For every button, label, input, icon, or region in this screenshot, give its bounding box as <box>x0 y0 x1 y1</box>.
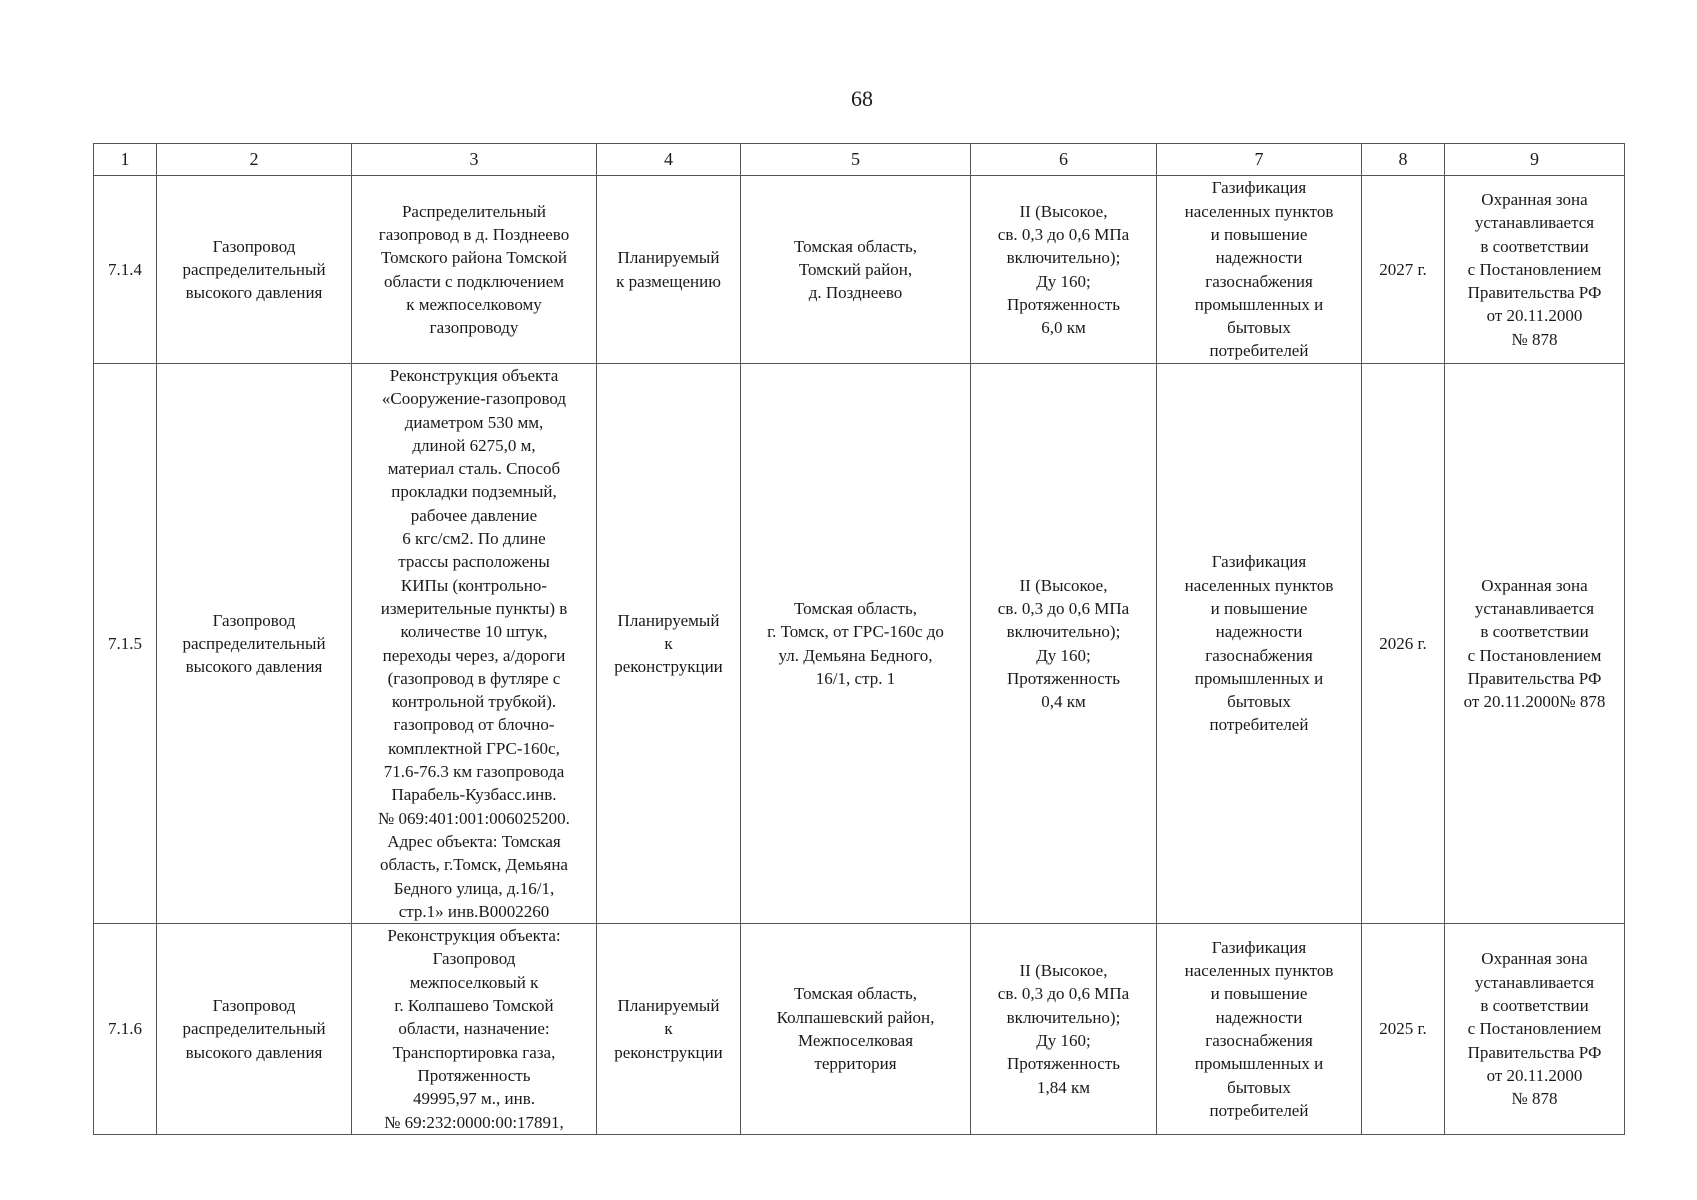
column-number: 9 <box>1445 144 1625 176</box>
column-number-row <box>94 144 1625 176</box>
row-number: 7.1.5 <box>94 364 157 924</box>
protection-zone: Охранная зона устанавливается в соответствии с Постановлением Правительства РФ от 20.11.2000 № 878 <box>1445 176 1625 364</box>
table-row <box>94 176 1625 364</box>
column-number: 5 <box>741 144 971 176</box>
object-parameters: II (Высокое, св. 0,3 до 0,6 МПа включительно); Ду 160; Протяженность 6,0 км <box>971 176 1157 364</box>
object-status: Планируемый к размещению <box>597 176 741 364</box>
row-number: 7.1.4 <box>94 176 157 364</box>
protection-zone: Охранная зона устанавливается в соответствии с Постановлением Правительства РФ от 20.11.2000№ 878 <box>1445 364 1625 924</box>
row-number: 7.1.6 <box>94 924 157 1135</box>
object-type: Газопровод распределительный высокого давления <box>157 924 352 1135</box>
object-name: Реконструкция объекта: Газопровод межпоселковый к г. Колпашево Томской области, назначение: Транспортировка газа, Протяженность 49995,97 м., инв. № 69:232:0000:00:17891, <box>352 924 597 1135</box>
object-type: Газопровод распределительный высокого давления <box>157 364 352 924</box>
column-number: 3 <box>352 144 597 176</box>
object-location: Томская область, г. Томск, от ГРС-160с до ул. Демьяна Бедного, 16/1, стр. 1 <box>741 364 971 924</box>
object-purpose: Газификация населенных пунктов и повышение надежности газоснабжения промышленных и бытовых потребителей <box>1157 176 1362 364</box>
object-type: Газопровод распределительный высокого давления <box>157 176 352 364</box>
table-row <box>94 364 1625 924</box>
object-name: Реконструкция объекта «Сооружение-газопровод диаметром 530 мм, длиной 6275,0 м, материал сталь. Способ прокладки подземный, рабочее давление 6 кгс/см2. По длине трассы расположены КИПы (контрольно- измерительные пункты) в количестве 10 штук, переходы через, а/дороги (газопровод в футляре с контрольной трубкой). газопровод от блочно- комплектной ГРС-160с, 71.6-76.3 км газопровода Парабель-Кузбасс.инв. № 069:401:001:006025200. Адрес объекта: Томская область, г.Томск, Демьяна Бедного улица, д.16/1, стр.1» инв.В0002260 <box>352 364 597 924</box>
object-year: 2026 г. <box>1362 364 1445 924</box>
object-location: Томская область, Томский район, д. Позднеево <box>741 176 971 364</box>
column-number: 8 <box>1362 144 1445 176</box>
object-name: Распределительный газопровод в д. Позднеево Томского района Томской области с подключением к межпоселковому газопроводу <box>352 176 597 364</box>
object-status: Планируемый к реконструкции <box>597 924 741 1135</box>
gas-pipeline-table <box>93 143 1625 1135</box>
object-location: Томская область, Колпашевский район, Межпоселковая территория <box>741 924 971 1135</box>
object-parameters: II (Высокое, св. 0,3 до 0,6 МПа включительно); Ду 160; Протяженность 1,84 км <box>971 924 1157 1135</box>
object-purpose: Газификация населенных пунктов и повышение надежности газоснабжения промышленных и бытовых потребителей <box>1157 364 1362 924</box>
object-year: 2025 г. <box>1362 924 1445 1135</box>
object-purpose: Газификация населенных пунктов и повышение надежности газоснабжения промышленных и бытовых потребителей <box>1157 924 1362 1135</box>
column-number: 7 <box>1157 144 1362 176</box>
protection-zone: Охранная зона устанавливается в соответствии с Постановлением Правительства РФ от 20.11.2000 № 878 <box>1445 924 1625 1135</box>
page-number: 68 <box>851 86 873 111</box>
column-number: 1 <box>94 144 157 176</box>
column-number: 2 <box>157 144 352 176</box>
object-status: Планируемый к реконструкции <box>597 364 741 924</box>
column-number: 6 <box>971 144 1157 176</box>
column-number: 4 <box>597 144 741 176</box>
object-parameters: II (Высокое, св. 0,3 до 0,6 МПа включительно); Ду 160; Протяженность 0,4 км <box>971 364 1157 924</box>
object-year: 2027 г. <box>1362 176 1445 364</box>
table-row <box>94 924 1625 1135</box>
